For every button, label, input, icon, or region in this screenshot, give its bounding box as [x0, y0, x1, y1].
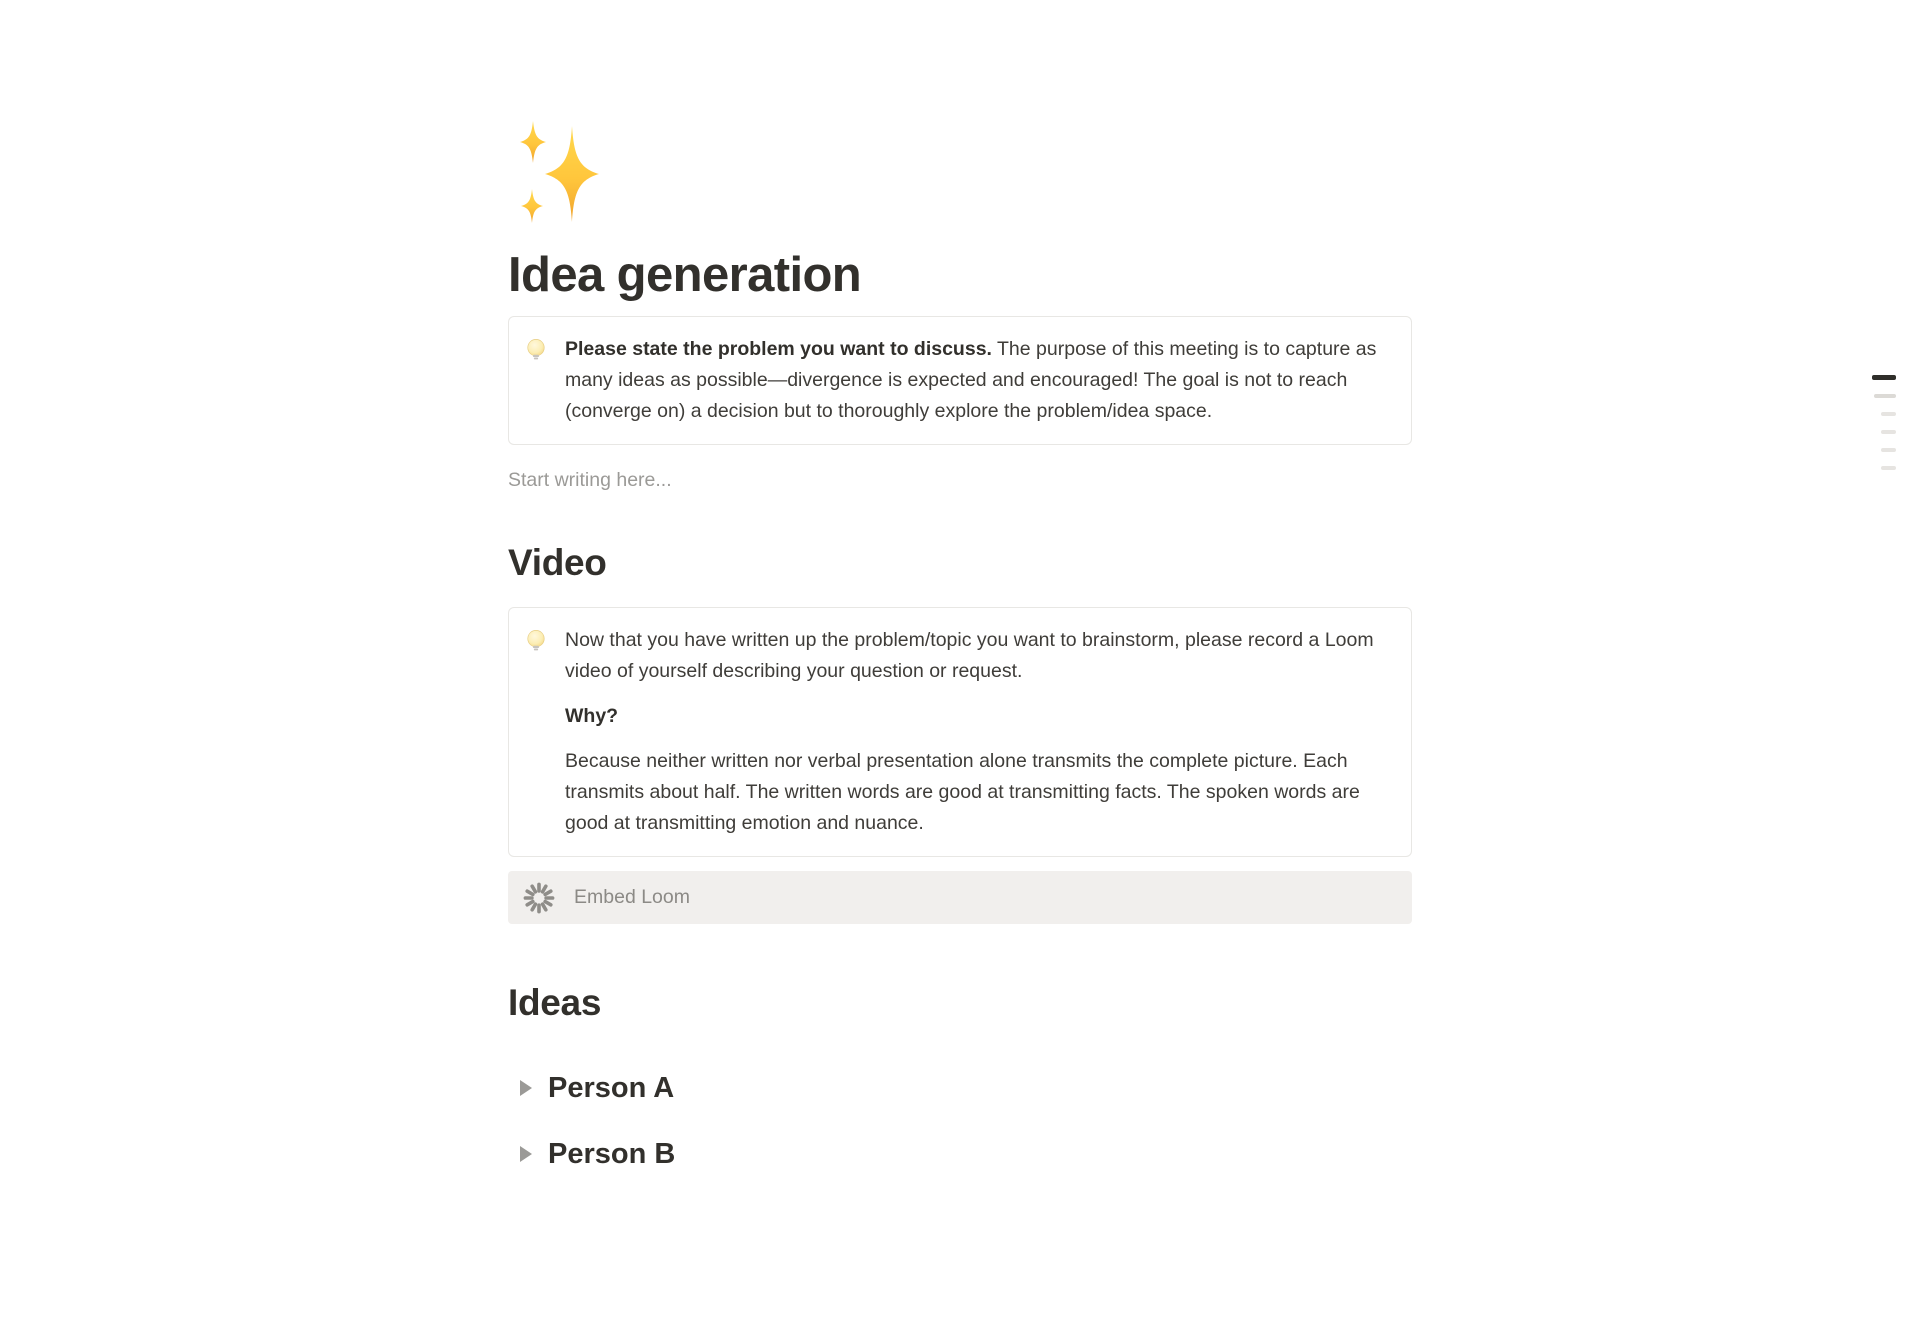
- problem-callout[interactable]: [508, 316, 1412, 445]
- outline-bar-active[interactable]: [1872, 375, 1896, 380]
- toggle-person-a-label: Person A: [548, 1072, 675, 1104]
- video-callout-paragraph-2: Because neither written nor verbal presentation alone transmits the complete picture. Each transmits about half. The written words are good at transmitting facts. The spoken words are good at transmitting emotion and nuance.: [565, 750, 1360, 834]
- loom-pinwheel-icon: [522, 881, 556, 915]
- heading-ideas[interactable]: Ideas: [508, 982, 602, 1023]
- toggle-person-a[interactable]: [508, 1069, 1412, 1107]
- sparkles-icon: [508, 118, 620, 230]
- video-callout[interactable]: [508, 607, 1412, 857]
- page-body: [508, 118, 1412, 1173]
- editor-placeholder[interactable]: Start writing here...: [508, 469, 672, 491]
- outline-bar[interactable]: [1881, 448, 1896, 452]
- problem-callout-text: [565, 334, 1393, 427]
- video-callout-text: [565, 625, 1393, 839]
- toggle-triangle-icon[interactable]: [520, 1080, 532, 1096]
- embed-loom-block[interactable]: [508, 871, 1412, 924]
- toggle-person-b-label: Person B: [548, 1138, 676, 1170]
- light-bulb-icon: [523, 625, 549, 839]
- outline-bar[interactable]: [1881, 412, 1896, 416]
- page-title[interactable]: Idea generation: [508, 248, 862, 302]
- page-icon-sparkles[interactable]: [508, 118, 620, 230]
- outline-indicator[interactable]: [1872, 375, 1896, 470]
- outline-bar[interactable]: [1881, 430, 1896, 434]
- heading-video[interactable]: Video: [508, 542, 607, 583]
- outline-bar[interactable]: [1881, 466, 1896, 470]
- video-callout-paragraph-1: Now that you have written up the problem/topic you want to brainstorm, please record a Loom video of yourself describing your question or request.: [565, 629, 1374, 682]
- problem-callout-body: The purpose of this meeting is to capture as many ideas as possible—divergence is expected and encouraged! The goal is not to reach (converge on) a decision but to thoroughly explore the problem/idea space.: [565, 338, 1377, 422]
- toggle-triangle-icon[interactable]: [520, 1146, 532, 1162]
- problem-callout-lead: Please state the problem you want to discuss.: [565, 338, 992, 360]
- toggle-person-b[interactable]: [508, 1135, 1412, 1173]
- outline-bar[interactable]: [1874, 394, 1896, 398]
- video-callout-why: Why?: [565, 705, 619, 727]
- embed-loom-label: Embed Loom: [574, 886, 690, 908]
- light-bulb-icon: [523, 334, 549, 427]
